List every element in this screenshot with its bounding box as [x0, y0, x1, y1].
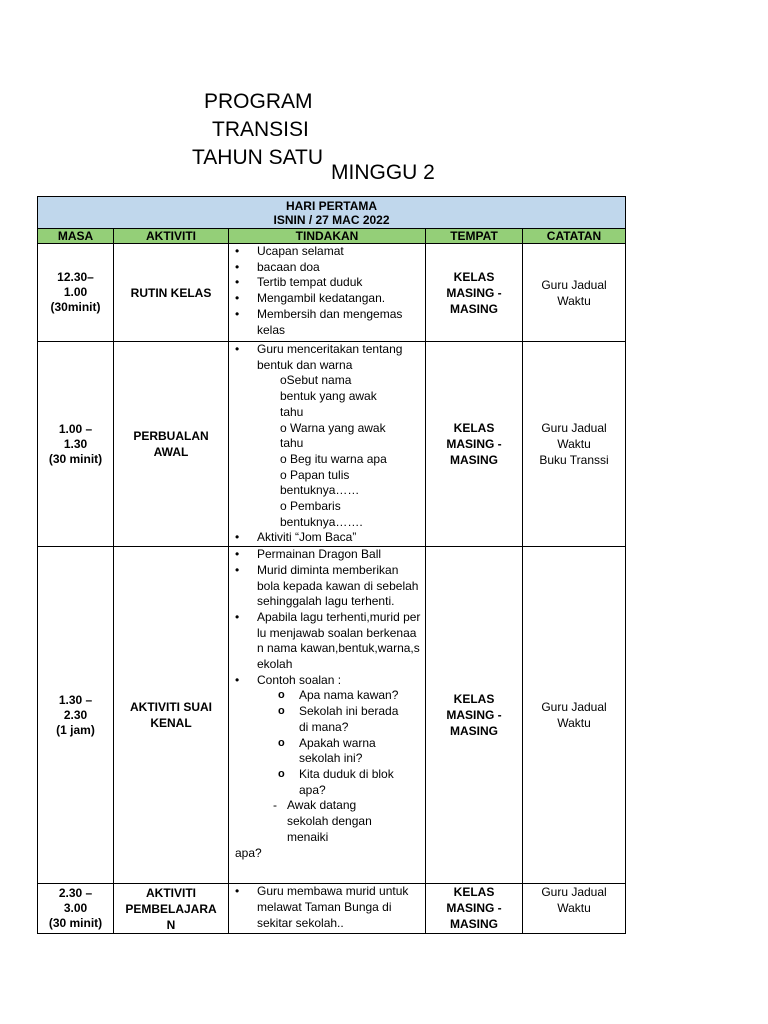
dash-text: Awak datang sekolah dengan menaiki — [287, 798, 372, 844]
cell-tindakan — [229, 547, 426, 884]
tindakan-list — [229, 530, 425, 546]
aktiviti-line: N — [166, 917, 176, 932]
day-date: ISNIN / 27 MAC 2022 — [273, 212, 390, 227]
masa-line: 3.00 — [63, 901, 88, 916]
tempat-line: KELAS — [453, 421, 495, 436]
sub-item: o Pembaris bentuknya……. — [280, 499, 363, 529]
cell-masa — [38, 547, 114, 884]
dash-tail: apa? — [235, 845, 262, 860]
list-item: • Ucapan selamat — [229, 244, 425, 260]
column-header-row — [38, 229, 626, 244]
tempat-line: MASING - — [446, 708, 502, 723]
day-header — [38, 197, 626, 229]
masa-line: 1.30 – — [58, 692, 93, 707]
aktiviti-line: AKTIVITI SUAI — [129, 700, 212, 715]
list-item: • Aktiviti “Jom Baca” — [229, 530, 425, 546]
question-item: o Apakah warna sekolah ini? — [229, 736, 425, 767]
aktiviti-line: AKTIVITI — [146, 885, 196, 900]
catatan-line: Guru Jadual — [541, 277, 607, 292]
tempat-line: KELAS — [453, 885, 495, 900]
list-item: • Membersih dan mengemas kelas — [229, 307, 425, 338]
list-item: • Tertib tempat duduk — [229, 275, 425, 291]
sub-item: o Warna yang awak tahu — [280, 420, 386, 451]
sub-item: o Papan tulis bentuknya…… — [280, 467, 360, 498]
cell-aktiviti — [114, 342, 229, 547]
masa-line: 1.30 — [63, 436, 88, 451]
masa-line: 1.00 – — [58, 421, 93, 436]
cell-catatan — [523, 244, 626, 342]
table-row — [38, 547, 626, 884]
catatan-line: Waktu — [557, 437, 591, 452]
schedule-table — [37, 196, 626, 934]
aktiviti-line: RUTIN KELAS — [130, 285, 212, 300]
cell-tempat — [426, 244, 523, 342]
masa-line: (30minit) — [50, 300, 101, 314]
cell-aktiviti — [114, 547, 229, 884]
col-aktiviti: AKTIVITI — [114, 229, 229, 244]
cell-tindakan — [229, 244, 426, 342]
cell-catatan — [523, 547, 626, 884]
aktiviti-line: AWAL — [153, 445, 189, 460]
masa-line: 2.30 – — [58, 886, 93, 901]
col-catatan: CATATAN — [523, 229, 626, 244]
masa-line: (30 minit) — [48, 916, 103, 931]
table-row — [38, 884, 626, 934]
tempat-line: MASING - — [446, 901, 502, 916]
tempat-line: KELAS — [453, 269, 495, 284]
cell-catatan — [523, 884, 626, 934]
col-tindakan: TINDAKAN — [229, 229, 426, 244]
cell-tempat — [426, 547, 523, 884]
cell-catatan — [523, 342, 626, 547]
tindakan-list — [229, 547, 425, 688]
catatan-line: Guru Jadual — [541, 885, 607, 900]
catatan-line: Guru Jadual — [541, 421, 607, 436]
masa-line: (30 minit) — [48, 451, 103, 466]
list-item: • Mengambil kedatangan. — [229, 291, 425, 307]
catatan-line: Guru Jadual — [541, 700, 607, 715]
cell-masa — [38, 244, 114, 342]
tempat-line: KELAS — [453, 692, 495, 707]
list-item: • Contoh soalan : — [229, 673, 425, 689]
cell-tindakan — [229, 342, 426, 547]
cell-tempat — [426, 342, 523, 547]
question-item: o Sekolah ini berada di mana? — [229, 704, 425, 735]
list-item: • Permainan Dragon Ball — [229, 547, 425, 563]
aktiviti-line: KENAL — [150, 716, 192, 731]
table-row — [38, 244, 626, 342]
cell-tindakan — [229, 884, 426, 934]
tindakan-sublist — [229, 373, 425, 530]
catatan-line: Waktu — [557, 293, 591, 308]
dash-item — [229, 798, 425, 845]
day-title: HARI PERTAMA — [285, 198, 378, 213]
masa-line: 1.00 — [63, 285, 88, 299]
col-tempat: TEMPAT — [426, 229, 523, 244]
tempat-line: MASING — [450, 301, 498, 316]
list-item: • Guru membawa murid untuk melawat Taman Bunga di sekitar sekolah.. — [229, 884, 425, 931]
list-item: • Apabila lagu terhenti,murid perlu menjawab soalan berkenaan nama kawan,bentuk,warna,sekolah — [229, 610, 425, 673]
table-row — [38, 342, 626, 547]
masa-line: 2.30 — [63, 707, 88, 722]
sub-item: o Beg itu warna apa — [280, 451, 387, 466]
catatan-line: Waktu — [557, 901, 591, 916]
col-masa: MASA — [38, 229, 114, 244]
question-list — [229, 688, 425, 798]
cell-tempat — [426, 884, 523, 934]
list-item: • bacaan doa — [229, 260, 425, 276]
tempat-line: MASING — [450, 453, 498, 468]
tindakan-list — [229, 342, 425, 373]
tempat-line: MASING - — [446, 437, 502, 452]
aktiviti-line: PERBUALAN — [133, 429, 209, 444]
tindakan-list — [229, 884, 425, 931]
catatan-line: Buku Transsi — [539, 453, 609, 468]
cell-masa — [38, 884, 114, 934]
catatan-line: Waktu — [557, 716, 591, 731]
cell-masa — [38, 342, 114, 547]
list-item: • Murid diminta memberikan bola kepada kawan di sebelah sehinggalah lagu terhenti. — [229, 563, 425, 610]
tempat-line: MASING — [450, 917, 498, 932]
sub-item: oSebut nama bentuk yang awak tahu — [280, 373, 377, 419]
title-line-transisi: TRANSISI — [212, 118, 309, 141]
aktiviti-line: PEMBELAJARA — [125, 901, 217, 916]
tempat-line: MASING - — [446, 285, 502, 300]
list-item: • Guru menceritakan tentang bentuk dan warna — [229, 342, 425, 373]
title-week: MINGGU 2 — [331, 161, 435, 184]
masa-line: (1 jam) — [56, 722, 95, 737]
cell-aktiviti — [114, 884, 229, 934]
question-item: o Apa nama kawan? — [229, 688, 425, 704]
question-item: o Kita duduk di blok apa? — [229, 767, 425, 798]
title-line-program: PROGRAM — [204, 90, 313, 113]
cell-aktiviti — [114, 244, 229, 342]
tindakan-list — [229, 244, 425, 338]
title-line-tahun-satu: TAHUN SATU — [192, 146, 324, 169]
dash-mark: - — [273, 798, 277, 813]
masa-line: 12.30– — [57, 270, 94, 284]
tempat-line: MASING — [450, 724, 498, 739]
